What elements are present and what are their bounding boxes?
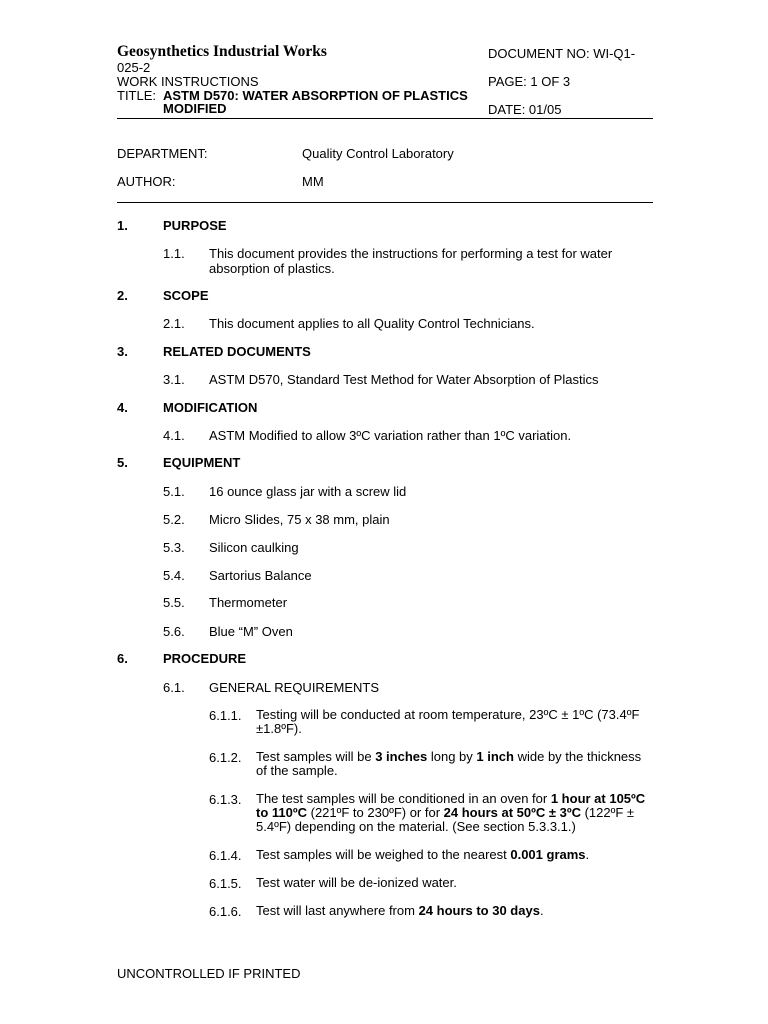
- requirement-text: Test will last anywhere from 24 hours to 30 days.: [256, 903, 544, 918]
- item-number: 5.3.: [163, 540, 185, 555]
- equipment-item: Micro Slides, 75 x 38 mm, plain: [209, 512, 390, 527]
- item-number: 2.1.: [163, 316, 185, 331]
- header-divider: [117, 118, 653, 119]
- item-number: 6.1.1.: [209, 708, 242, 723]
- section-number: 3.: [117, 344, 128, 359]
- item-number: 5.6.: [163, 624, 185, 639]
- item-number: 5.1.: [163, 484, 185, 499]
- section-number: 5.: [117, 455, 128, 470]
- footer-notice: UNCONTROLLED IF PRINTED: [117, 966, 301, 981]
- title-label: TITLE:: [117, 88, 157, 103]
- equipment-item: Blue “M” Oven: [209, 624, 293, 639]
- item-number: 3.1.: [163, 372, 185, 387]
- item-number: 6.1.6.: [209, 904, 242, 919]
- section-number: 2.: [117, 288, 128, 303]
- item-number: 5.4.: [163, 568, 185, 583]
- item-number: 5.2.: [163, 512, 185, 527]
- equipment-item: Silicon caulking: [209, 540, 299, 555]
- section-number: 1.: [117, 218, 128, 233]
- document-date: DATE: 01/05: [488, 102, 562, 117]
- department-value: Quality Control Laboratory: [302, 146, 454, 161]
- author-label: AUTHOR:: [117, 174, 176, 189]
- general-requirements-heading: GENERAL REQUIREMENTS: [209, 680, 379, 695]
- item-number: 6.1.5.: [209, 876, 242, 891]
- meta-divider: [117, 202, 653, 203]
- item-number: 6.1.: [163, 680, 185, 695]
- modification-text: ASTM Modified to allow 3ºC variation rather than 1ºC variation.: [209, 428, 572, 443]
- document-title-line2: MODIFIED: [163, 101, 227, 116]
- purpose-text: This document provides the instructions for performing a test for water absorption of plastics.: [209, 246, 613, 276]
- requirement-text: Test samples will be 3 inches long by 1 inch wide by the thickness of the sample.: [256, 749, 642, 778]
- department-label: DEPARTMENT:: [117, 146, 208, 161]
- author-value: MM: [302, 174, 324, 189]
- item-number: 1.1.: [163, 246, 185, 261]
- item-number: 6.1.2.: [209, 750, 242, 765]
- requirement-text: Testing will be conducted at room temperature, 23ºC ± 1ºC (73.4ºF ±1.8ºF).: [256, 707, 640, 736]
- equipment-item: 16 ounce glass jar with a screw lid: [209, 484, 407, 499]
- scope-text: This document applies to all Quality Control Technicians.: [209, 316, 535, 331]
- requirement-text: Test water will be de-ionized water.: [256, 875, 457, 890]
- company-name: Geosynthetics Industrial Works: [117, 43, 327, 60]
- section-title-modification: MODIFICATION: [163, 400, 258, 415]
- document-title: ASTM D570: WATER ABSORPTION OF PLASTICS: [163, 88, 468, 103]
- document-number: DOCUMENT NO: WI-Q1-: [488, 46, 636, 61]
- document-type: WORK INSTRUCTIONS: [117, 74, 259, 89]
- related-document-text: ASTM D570, Standard Test Method for Water Absorption of Plastics: [209, 372, 599, 387]
- item-number: 4.1.: [163, 428, 185, 443]
- page-indicator: PAGE: 1 OF 3: [488, 74, 571, 89]
- section-number: 4.: [117, 400, 128, 415]
- equipment-item: Sartorius Balance: [209, 568, 312, 583]
- item-number: 6.1.3.: [209, 792, 242, 807]
- equipment-item: Thermometer: [209, 595, 288, 610]
- requirement-text: Test samples will be weighed to the nearest 0.001 grams.: [256, 847, 590, 862]
- item-number: 5.5.: [163, 595, 185, 610]
- item-number: 6.1.4.: [209, 848, 242, 863]
- document-number-continued: 025-2: [117, 60, 151, 75]
- section-title-procedure: PROCEDURE: [163, 651, 247, 666]
- requirement-text: The test samples will be conditioned in an oven for 1 hour at 105ºC to 110ºC (221ºF to 230ºF) or for 24 hours at 50ºC ± 3ºC (122ºF ± 5.4ºF) depending on the material. (See section 5.3.3.1.): [256, 791, 646, 834]
- section-title-scope: SCOPE: [163, 288, 209, 303]
- section-number: 6.: [117, 651, 128, 666]
- section-title-related-documents: RELATED DOCUMENTS: [163, 344, 311, 359]
- section-title-equipment: EQUIPMENT: [163, 455, 241, 470]
- section-title-purpose: PURPOSE: [163, 218, 227, 233]
